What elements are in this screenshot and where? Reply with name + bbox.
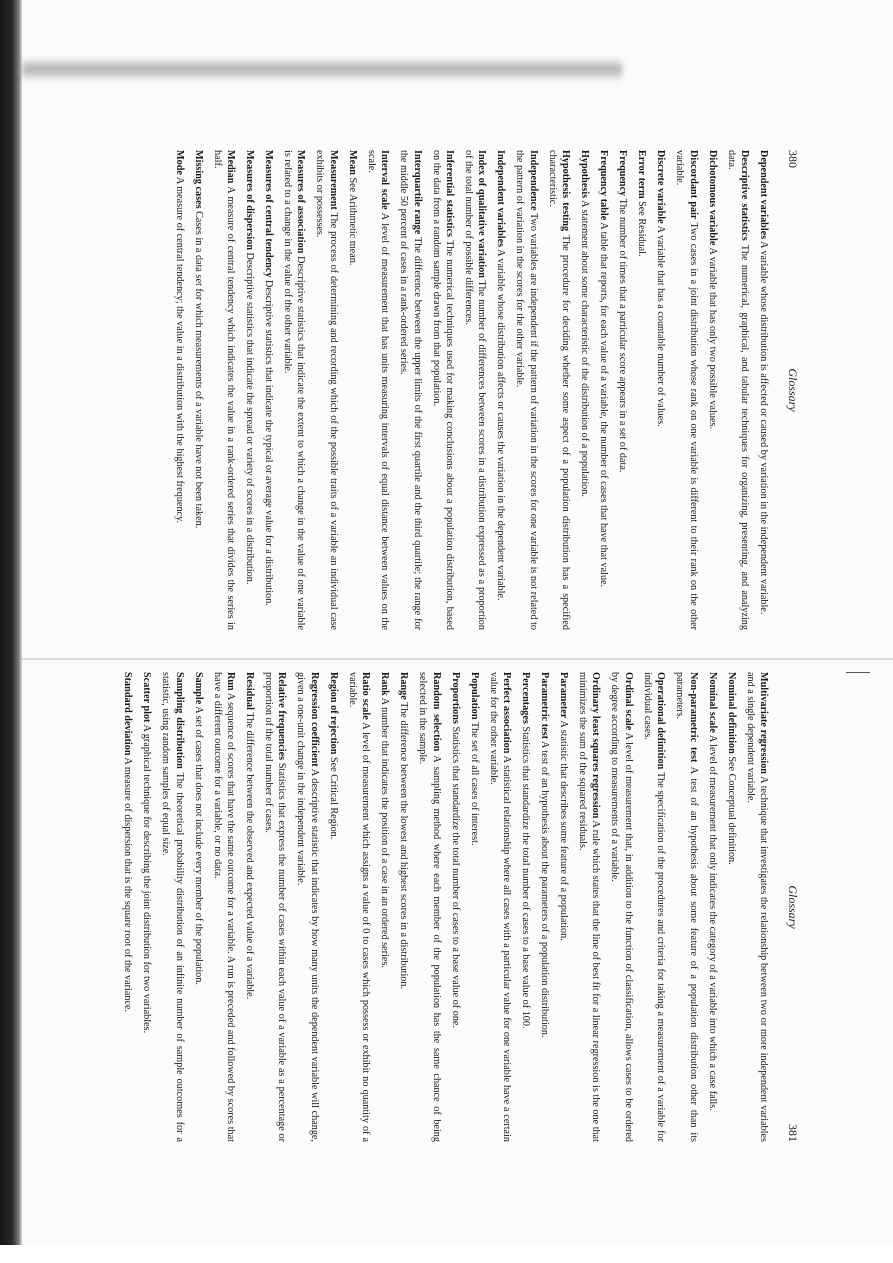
glossary-entry — [378, 672, 391, 1142]
glossary-entry — [397, 672, 410, 1142]
glossary-definition: Statistics that express the number of cases within each value of a variable as a percentage or proportion of the total number of cases. — [262, 672, 288, 1142]
glossary-definition: A test of an hypothesis about some feature of a population distribution other than its parameters. — [674, 672, 699, 1142]
glossary-definition: Two cases in a joint distribution whose rank on one variable is different to their rank on the other variable. — [674, 150, 699, 630]
glossary-entry — [191, 672, 204, 1142]
glossary-entry — [538, 672, 551, 1142]
glossary-definition: A statistic that describes some feature of a population. — [557, 718, 569, 941]
glossary-term: Interval scale — [379, 150, 391, 210]
glossary-entry — [210, 672, 237, 1142]
glossary-definition: A level of measurement that, in addition to the function of classification, allows cases to be ordered by degree according to measurements of a variable. — [609, 672, 634, 1143]
left-page-header — [778, 150, 800, 630]
glossary-term: Missing cases — [192, 150, 204, 209]
glossary-entry — [673, 672, 700, 1142]
glossary-entry — [616, 150, 629, 630]
glossary-entry — [724, 672, 737, 1142]
glossary-definition: Descriptive statistics that indicate the spread or variety of scores in a distribution. — [243, 250, 255, 585]
glossary-term: Parameter — [557, 672, 569, 719]
glossary-term: Sampling distribution — [173, 672, 185, 769]
glossary-entry — [597, 150, 610, 630]
spine-mark — [846, 672, 870, 673]
scanner-edge-shadow — [0, 0, 22, 1245]
glossary-definition: A measure of dispersion that is the square root of the variance. — [122, 755, 134, 1013]
glossary-entry — [326, 672, 339, 1142]
glossary-definition: A measure of central tendency; the value in a distribution with the highest frequency. — [173, 174, 185, 524]
running-head: Glossary — [786, 368, 800, 412]
glossary-definition: See Critical Region. — [327, 754, 339, 840]
glossary-definition: The number of times that a particular score appears in a set of data. — [617, 196, 629, 473]
glossary-definition: The theoretical probability distribution of an infinite number of sample outcomes for a statistic, using random samples of equal size. — [160, 672, 185, 1142]
glossary-term: Range — [398, 672, 410, 700]
glossary-entry — [345, 672, 372, 1142]
glossary-entry — [313, 150, 340, 630]
glossary-entry — [191, 150, 204, 630]
glossary-entry — [494, 150, 507, 630]
glossary-entry — [429, 150, 456, 630]
glossary-term: Frequency table — [598, 150, 610, 221]
glossary-definition: Statistics that standardize the total number of cases to a base value of 100. — [519, 723, 531, 1029]
glossary-entry — [281, 150, 308, 630]
glossary-term: Scatter plot — [141, 672, 153, 723]
glossary-entry — [545, 150, 572, 630]
glossary-definition: A level of measurement which assigns a value of 0 to cases which possess or exhibit no quantity of a variable. — [346, 672, 372, 1142]
glossary-term: Nominal scale — [706, 672, 718, 733]
glossary-term: Independence — [527, 150, 539, 211]
glossary-term: Measures of central tendency — [262, 150, 274, 278]
glossary-entry — [654, 150, 667, 630]
glossary-term: Measures of dispersion — [243, 150, 255, 250]
glossary-definition: Cases in a data set for which measurements of a variable have not been taken. — [192, 208, 204, 529]
glossary-definition: The number of differences between scores in a distribution expressed as a proportion of the total number of possible differences. — [462, 150, 488, 630]
glossary-definition: A number that indicates the position of a case in an ordered series. — [379, 695, 391, 968]
glossary-entry — [519, 672, 532, 1142]
glossary-entry — [448, 672, 461, 1142]
glossary-term: Hypothesis — [579, 150, 591, 199]
glossary-term: Ordinal scale — [622, 672, 634, 731]
glossary-definition: Descriptive statistics that indicate the extent to which a change in the value of one variable is related to a change in the value of the other variable. — [281, 150, 307, 630]
glossary-entry — [172, 150, 185, 630]
glossary-term: Independent variables — [495, 150, 507, 248]
glossary-entries — [121, 672, 770, 1142]
glossary-entry — [640, 672, 667, 1142]
glossary-term: Index of qualitative variation — [476, 150, 488, 278]
glossary-term: Measurement — [327, 150, 339, 210]
glossary-term: Error term — [636, 150, 648, 199]
glossary-term: Mode — [173, 150, 185, 175]
glossary-definition: A variable whose distribution is affected or caused by variation in the independent variable. — [758, 239, 769, 615]
glossary-definition: The specification of the procedures and criteria for taking a measurement of a variable for individual cases. — [641, 672, 667, 1142]
glossary-definition: The procedure for deciding whether some aspect of a population distribution has a specified characteristic. — [546, 150, 572, 630]
glossary-term: Random selection — [430, 672, 442, 752]
glossary-term: Percentages — [519, 672, 531, 724]
glossary-term: Non-parametric test — [687, 672, 699, 763]
glossary-term: Sample — [192, 672, 204, 705]
right-page-header — [778, 672, 800, 1142]
glossary-term: Interquartile range — [411, 150, 423, 235]
glossary-definition: A variable that has only two possible values. — [706, 245, 718, 430]
glossary-entry — [243, 672, 256, 1142]
glossary-definition: Two variables are independent if the pattern of variation in the scores for one variable is not related to the pattern of variation in the scores for the other variable. — [514, 150, 539, 630]
glossary-term: Region of rejection — [327, 672, 339, 755]
glossary-definition: A statistical relationship where all cases with a particular value for one variable have a certain value for the other variable. — [487, 672, 512, 1143]
glossary-term: Regression coefficient — [308, 672, 320, 767]
glossary-entry — [705, 672, 718, 1142]
glossary-definition: A technique that investigates the relationship between two or more independent variables and a single dependent variable. — [744, 672, 769, 1143]
glossary-term: Rank — [379, 672, 391, 696]
glossary-definition: The difference between the upper limits of the first quartile and the third quartile; the range for the middle 50 percent of cases in a rank-ordered series. — [398, 150, 423, 630]
glossary-entry — [743, 672, 770, 1142]
glossary-term: Parametric test — [538, 672, 550, 740]
glossary-term: Residual — [243, 672, 255, 710]
glossary-entry — [486, 672, 513, 1142]
glossary-term: Perfect association — [500, 672, 512, 754]
glossary-entry — [262, 672, 289, 1142]
glossary-definition: A graphical technique for describing the joint distribution for two variables. — [141, 722, 153, 1034]
glossary-term: Relative frequencies — [276, 672, 288, 761]
glossary-entry — [121, 672, 134, 1142]
glossary-definition: A variable that has a countable number of values. — [655, 223, 667, 427]
glossary-definition: A variable whose distribution affects or causes the variation in the dependent variable. — [495, 247, 507, 601]
glossary-definition: A rule which states that the line of best fit for a linear regression is the one that minimizes the sum of the squared residuals. — [576, 672, 602, 1142]
glossary-entry — [294, 672, 321, 1142]
glossary-definition: A set of cases that does not include every member of the population. — [192, 704, 204, 985]
page-number: 380 — [786, 150, 800, 168]
glossary-entry — [757, 150, 770, 630]
running-head: Glossary — [786, 885, 800, 929]
glossary-definition: A level of measurement that only indicates the category of a variable into which a case falls. — [706, 732, 718, 1111]
glossary-definition: A sampling method where each member of the population has the same chance of being selected in the sample. — [417, 672, 442, 1142]
glossary-term: Population — [468, 672, 480, 720]
glossary-entry — [467, 672, 480, 1142]
glossary-entry — [243, 150, 256, 630]
glossary-definition: The set of all cases of interest. — [468, 719, 480, 846]
glossary-definition: The difference between the observed and expected value of a variable. — [243, 709, 255, 1000]
glossary-entry — [462, 150, 489, 630]
scan-margin — [0, 1245, 893, 1263]
glossary-definition: See Residual. — [636, 198, 648, 257]
glossary-definition: A statement about some characteristic of the distribution of a population. — [579, 198, 591, 497]
glossary-entries — [172, 150, 770, 630]
glossary-term: Discrete variable — [655, 150, 667, 224]
glossary-definition: The process of determining and recording which of the possible traits of a variable an individual case exhibits or possesses. — [314, 150, 339, 630]
glossary-term: Dependent variables — [758, 150, 769, 240]
glossary-entry — [635, 150, 648, 630]
glossary-definition: A sequence of scores that have the same outcome for a variable. A run is preceded and followed by scores that have a different outcome for a variable, or no data. — [211, 672, 236, 1142]
glossary-definition: Statistics that standardize the total number of cases to a base value of one. — [449, 723, 461, 1029]
glossary-definition: See Arithmetic mean. — [346, 174, 358, 266]
glossary-term: Multivariate regression — [758, 672, 769, 774]
glossary-definition: A table that reports, for each value of a variable, the number of cases that have that value. — [598, 220, 610, 588]
glossary-entry — [608, 672, 635, 1142]
glossary-definition: The numerical, graphical, and tabular techniques for organizing, presenting, and analyzing data. — [725, 150, 750, 630]
glossary-entry — [140, 672, 153, 1142]
glossary-term: Proportions — [449, 672, 461, 724]
glossary-definition: A descriptive statistic that indicates by how many units the dependent variable will change, given a one-unit change in the independent variable. — [295, 672, 320, 1142]
glossary-entry — [557, 672, 570, 1142]
glossary-definition: A test of an hypothesis about the parameters of a population distribution. — [538, 739, 550, 1038]
scan-smudge — [22, 58, 622, 82]
glossary-term: Hypothesis testing — [560, 150, 572, 232]
glossary-entry — [705, 150, 718, 630]
right-page — [115, 672, 800, 1142]
glossary-entry — [513, 150, 540, 630]
glossary-term: Descriptive statistics — [739, 150, 750, 241]
glossary-term: Mean — [346, 150, 358, 175]
glossary-entry — [673, 150, 700, 630]
page-number: 381 — [786, 1124, 800, 1142]
glossary-term: Operational definition — [655, 672, 667, 770]
glossary-term: Median — [224, 150, 236, 184]
glossary-definition: The difference between the lowest and highest scores in a distribution. — [398, 699, 410, 990]
glossary-term: Frequency — [617, 150, 629, 197]
glossary-entry — [578, 150, 591, 630]
glossary-term: Measures of association — [295, 150, 307, 254]
glossary-definition: A level of measurement that has units measuring intervals of equal distance between values on the scale. — [365, 150, 391, 630]
page-fold — [20, 658, 893, 660]
glossary-entry — [345, 150, 358, 630]
glossary-term: Run — [224, 672, 236, 691]
glossary-entry — [210, 150, 237, 630]
glossary-entry — [724, 150, 751, 630]
glossary-definition: The numerical techniques used for making conclusions about a population distribution, based on the data from a random sample drawn from that population. — [430, 150, 455, 630]
glossary-entry — [159, 672, 186, 1142]
glossary-entry — [576, 672, 603, 1142]
glossary-definition: Descriptive statistics that indicate the typical or average value for a distribution. — [262, 277, 274, 606]
glossary-term: Ratio scale — [360, 672, 372, 720]
glossary-entry — [262, 150, 275, 630]
glossary-definition: A measure of central tendency which indicates the value in a rank-ordered series that divides the series in half. — [211, 150, 236, 630]
glossary-entry — [364, 150, 391, 630]
left-page — [167, 150, 800, 630]
glossary-entry — [397, 150, 424, 630]
glossary-term: Discordant pair — [687, 150, 699, 220]
glossary-term: Nominal definition — [725, 672, 737, 754]
glossary-term: Standard deviation — [122, 672, 134, 756]
glossary-term: Ordinary least squares regression — [590, 672, 602, 819]
glossary-definition: See Conceptual definition. — [725, 753, 737, 865]
glossary-term: Inferential statistics — [443, 150, 455, 237]
glossary-entry — [416, 672, 443, 1142]
glossary-term: Dichotomous variable — [706, 150, 718, 246]
